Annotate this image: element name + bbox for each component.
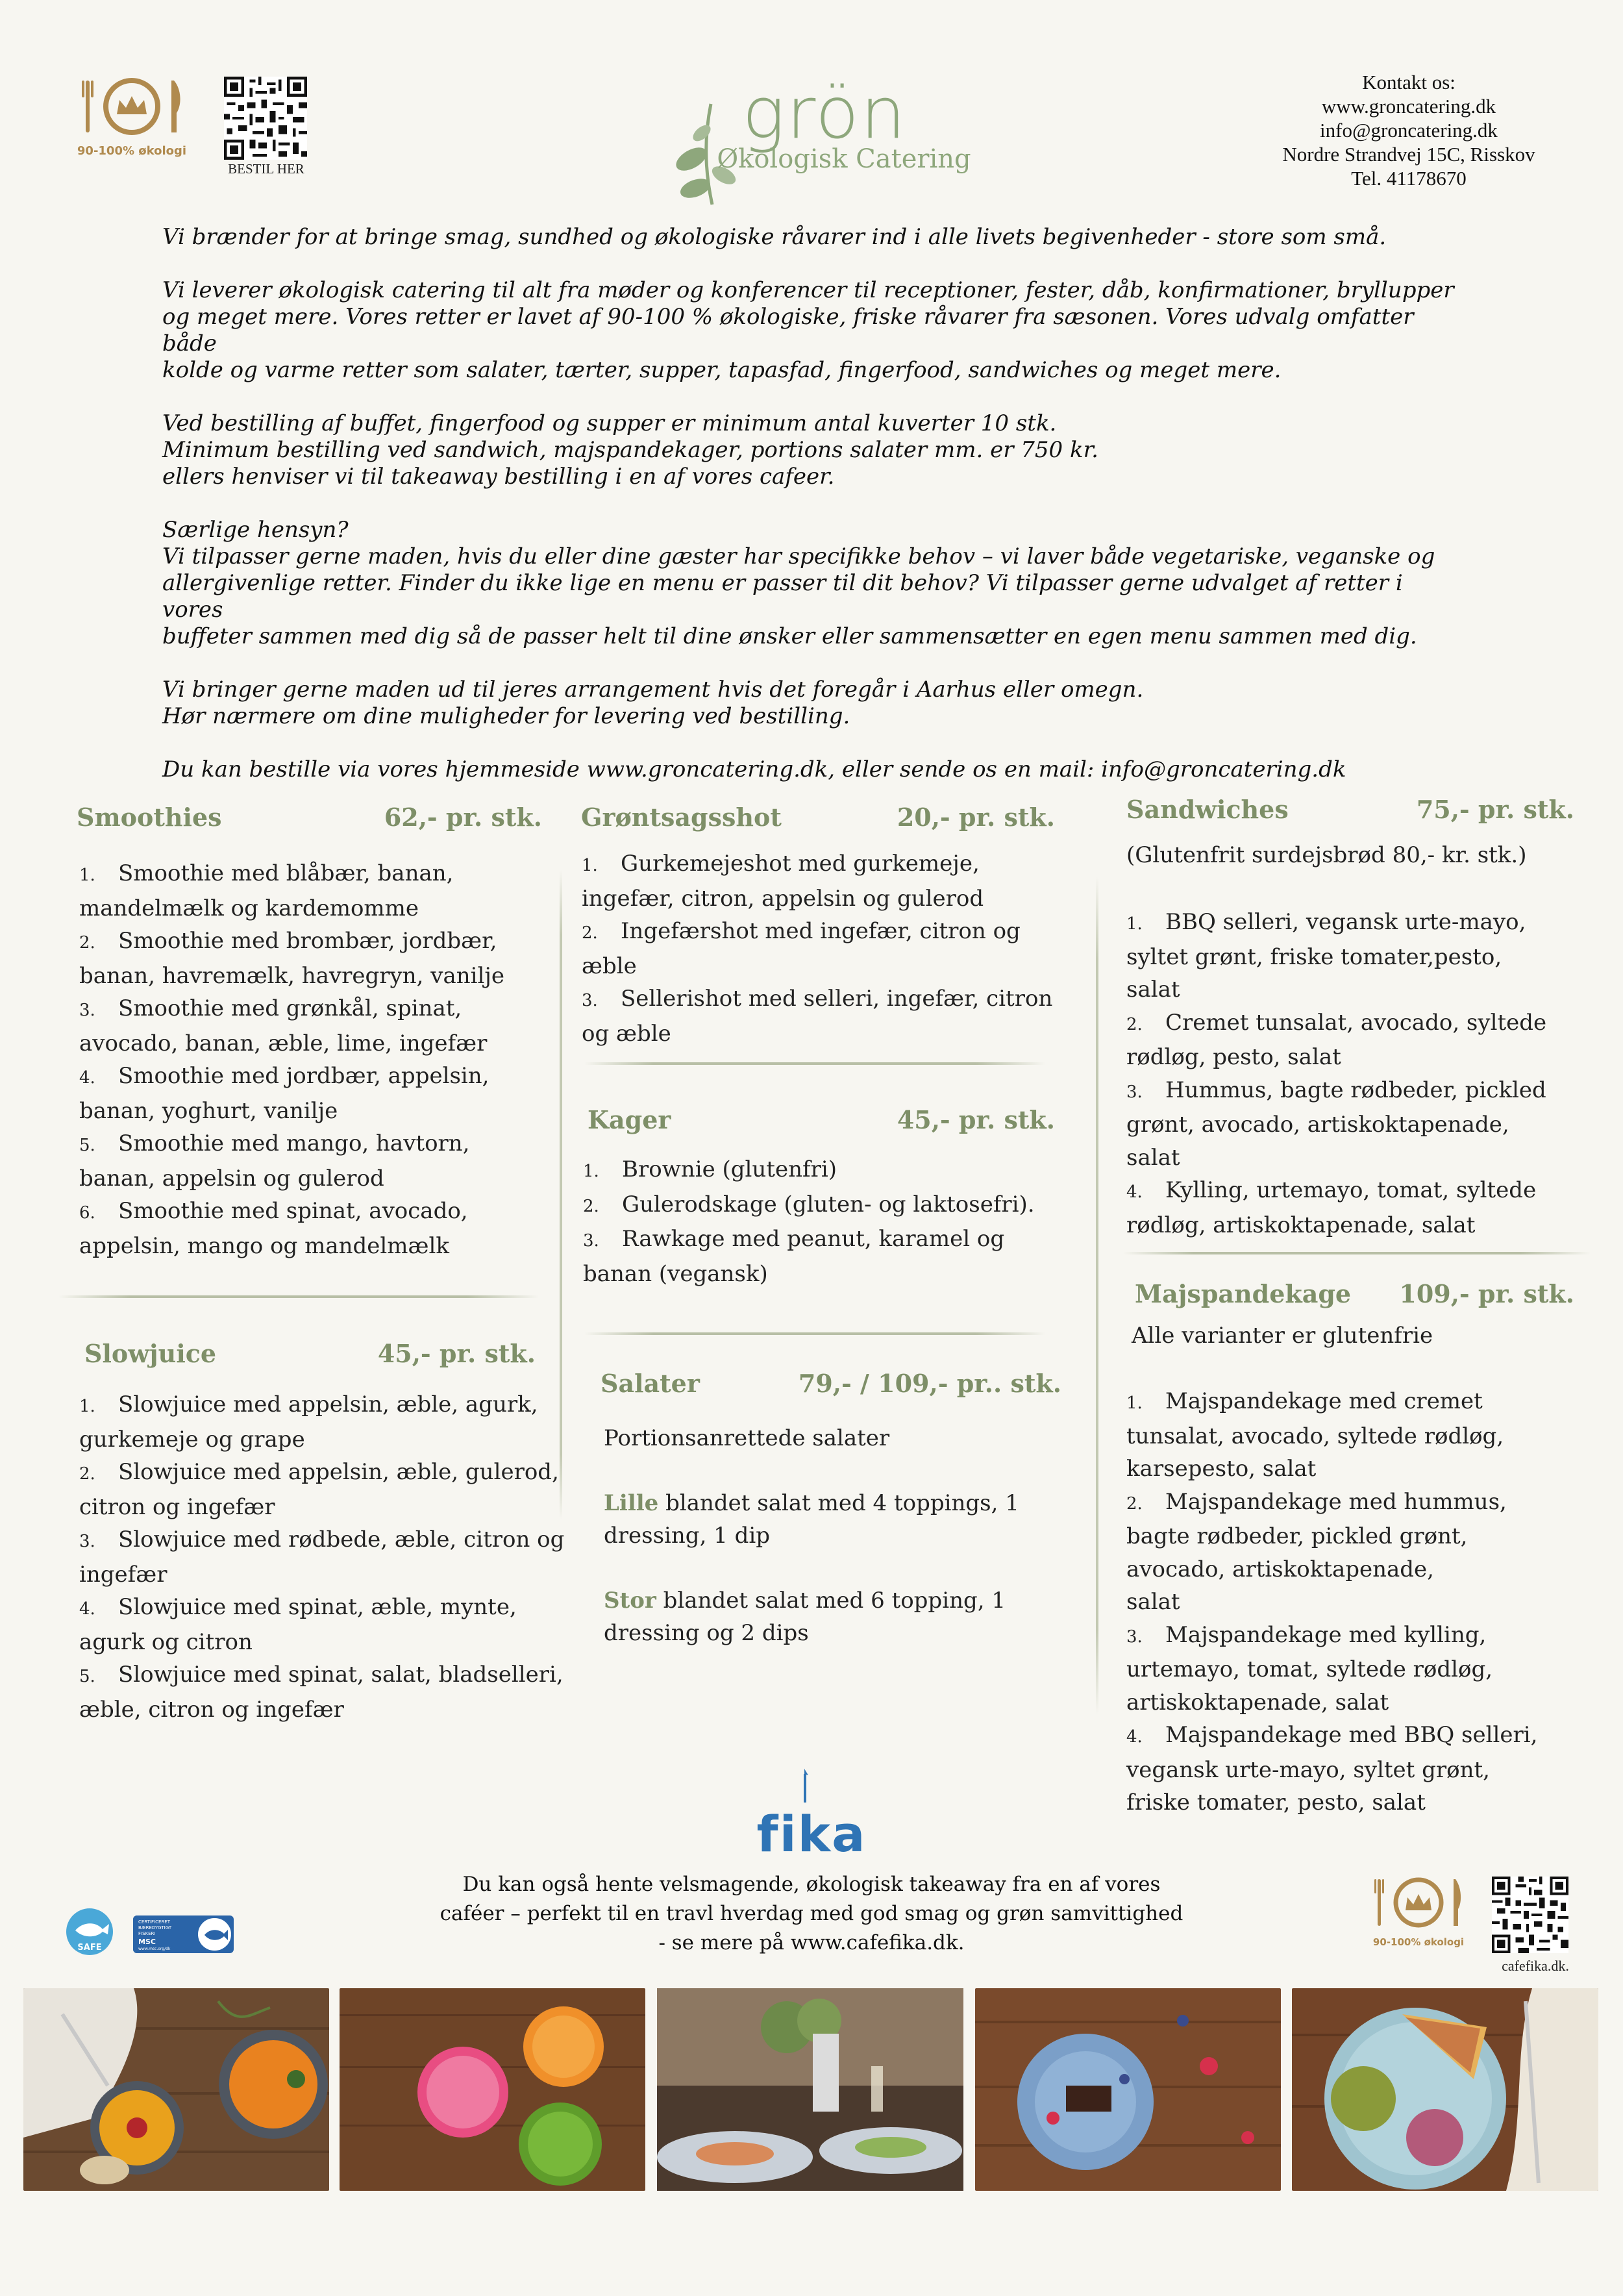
- crown-icon: [1370, 1877, 1467, 1953]
- salater-price: 79,- / 109,- pr.. stk.: [798, 1369, 1061, 1398]
- menu-item-text: Slowjuice med spinat, æble, mynte, agurk og citron: [79, 1594, 517, 1655]
- menu-item: [1126, 1074, 1594, 1175]
- menu-item-number: 4.: [79, 1599, 95, 1619]
- shots-title: Grøntsagsshot: [581, 803, 782, 832]
- intro-paragraph: Vi brænder for at bringe smag, sundhed og økologiske råvarer ind i alle livets begivenheder - store som små.: [162, 224, 1387, 250]
- slowjuice-list: [79, 1388, 573, 1726]
- menu-item: [583, 1188, 1076, 1223]
- majs-note: Alle varianter er glutenfrie: [1132, 1323, 1433, 1349]
- menu-item-text: Majspandekage med kylling, urtemayo, tomat, syltede rødløg, artiskoktapenade, salat: [1126, 1621, 1493, 1716]
- menu-item: [1126, 1174, 1594, 1242]
- divider: [584, 1062, 1045, 1065]
- smoothies-list: [79, 857, 573, 1262]
- shots-price: 20,- pr. stk.: [897, 803, 1055, 832]
- menu-item-number: 3.: [79, 1001, 95, 1020]
- svg-text:FISKERI: FISKERI: [138, 1931, 156, 1936]
- menu-item-number: 1.: [583, 1162, 599, 1181]
- salater-lille: [604, 1487, 1058, 1552]
- menu-item-text: Slowjuice med appelsin, æble, gulerod, citron og ingefær: [79, 1459, 559, 1520]
- sandwiches-list: [1126, 906, 1594, 1242]
- menu-item: [79, 925, 573, 992]
- photo-buffet: [657, 1988, 963, 2191]
- safe-logo: [64, 1906, 116, 1958]
- menu-item-text: Majspandekage med BBQ selleri, vegansk urte-mayo, syltet grønt, friske tomater, pesto, salat: [1126, 1722, 1538, 1816]
- menu-item: [583, 1153, 1076, 1188]
- menu-item-text: Smoothie med grønkål, spinat, avocado, banan, æble, lime, ingefær: [79, 995, 488, 1056]
- menu-item-text: Smoothie med mango, havtorn, banan, appelsin og gulerod: [79, 1130, 470, 1192]
- qr-icon: [1492, 1877, 1568, 1953]
- smoothies-title: Smoothies: [77, 803, 222, 832]
- intro-paragraph: Du kan bestille via vores hjemmeside www.groncatering.dk, eller sende os en mail: info@groncatering.dk: [162, 756, 1346, 782]
- menu-item: [79, 1388, 573, 1456]
- contact-address: Nordre Strandvej 15C, Risskov: [1282, 143, 1535, 166]
- svg-text:www.msc.org/dk: www.msc.org/dk: [138, 1947, 171, 1951]
- menu-item-number: 2.: [583, 1196, 599, 1216]
- menu-item: [79, 1195, 573, 1262]
- divider: [1123, 1252, 1591, 1254]
- menu-item-text: Ingefærshot med ingefær, citron og æble: [582, 918, 1021, 979]
- qr-code-cafefika[interactable]: [1492, 1877, 1568, 1953]
- menu-item: [79, 1127, 573, 1195]
- menu-item-text: Cremet tunsalat, avocado, syltede rødløg, pesto, salat: [1126, 1009, 1547, 1070]
- menu-item-number: 4.: [1126, 1727, 1143, 1747]
- menu-item-number: 2.: [1126, 1014, 1143, 1034]
- menu-item-text: Smoothie med blåbær, banan, mandelmælk og kardemomme: [79, 860, 454, 921]
- menu-item-text: Brownie (glutenfri): [622, 1156, 837, 1182]
- kager-price: 45,- pr. stk.: [897, 1105, 1055, 1134]
- menu-item-number: 1.: [79, 866, 95, 885]
- qr-caption-cafefika: cafefika.dk.: [1502, 1958, 1569, 1974]
- intro-paragraph: Vi leverer økologisk catering til alt fra møder og konferencer til receptioner, fester, dåb, konfirmationer, bryllupper og meget mere. Vores retter er lavet af 90-100 % økologiske, friske råvarer fra sæsonen. Vores udvalg omfatter både kolde og varme retter som salater, tærter, supper, tapasfad, fingerfood, sandwiches og meget mere.: [162, 277, 1454, 383]
- brand-name: grön: [742, 71, 907, 155]
- photo-smoothies: [340, 1988, 645, 2191]
- menu-item-text: Kylling, urtemayo, tomat, syltede rødløg, artiskoktapenade, salat: [1126, 1177, 1537, 1238]
- svg-text:90-100% økologi: 90-100% økologi: [77, 144, 187, 158]
- qr-caption-bestil: BESTIL HER: [228, 161, 304, 177]
- menu-item-text: Majspandekage med cremet tunsalat, avocado, syltede rødløg, karsepesto, salat: [1126, 1388, 1504, 1482]
- menu-item-text: BBQ selleri, vegansk urte-mayo, syltet grønt, friske tomater,pesto, salat: [1126, 909, 1526, 1003]
- svg-text:SAFE: SAFE: [77, 1943, 102, 1953]
- kager-title: Kager: [588, 1105, 671, 1134]
- menu-item-number: 2.: [582, 923, 598, 943]
- salater-stor-label: Stor: [604, 1588, 656, 1614]
- menu-item: [79, 1456, 573, 1523]
- menu-item-number: 5.: [79, 1667, 95, 1686]
- fish-icon: [64, 1906, 116, 1958]
- contact-website[interactable]: www.groncatering.dk: [1321, 95, 1496, 118]
- divider: [1096, 877, 1098, 1714]
- sandwiches-title: Sandwiches: [1126, 795, 1289, 824]
- menu-item: [582, 847, 1075, 915]
- smoothies-price: 62,- pr. stk.: [384, 803, 542, 832]
- menu-item: [79, 1523, 573, 1591]
- divider: [584, 1332, 1045, 1335]
- menu-item-text: Smoothie med jordbær, appelsin, banan, yoghurt, vanilje: [79, 1063, 489, 1124]
- brand-subtitle: Økologisk Catering: [717, 144, 971, 174]
- menu-item-number: 2.: [1126, 1493, 1143, 1514]
- divider: [58, 1295, 539, 1298]
- organic-cert-logo: [1370, 1877, 1467, 1953]
- sandwiches-note: (Glutenfrit surdejsbrød 80,- kr. stk.): [1126, 842, 1527, 868]
- crown-icon: [77, 77, 187, 162]
- menu-item: [1126, 1619, 1594, 1719]
- menu-item-number: 5.: [79, 1136, 95, 1155]
- menu-item-number: 1.: [582, 856, 598, 875]
- menu-item: [79, 857, 573, 925]
- menu-item-number: 4.: [79, 1068, 95, 1088]
- svg-text:MSC: MSC: [138, 1938, 156, 1946]
- majs-title: Majspandekage: [1135, 1279, 1352, 1308]
- menu-item: [1126, 1486, 1594, 1619]
- menu-item-number: 1.: [1126, 914, 1143, 934]
- kager-list: [583, 1153, 1076, 1290]
- menu-item: [79, 1658, 573, 1726]
- fika-logo: fika: [756, 1805, 867, 1863]
- menu-item: [582, 915, 1075, 982]
- photo-soups: [23, 1988, 329, 2191]
- intro-text: [162, 224, 1461, 810]
- menu-item-text: Majspandekage med hummus, bagte rødbeder, pickled grønt, avocado, artiskoktapenade, salat: [1126, 1488, 1507, 1615]
- slowjuice-price: 45,- pr. stk.: [377, 1339, 536, 1368]
- majs-price: 109,- pr. stk.: [1399, 1279, 1574, 1308]
- menu-item-text: Slowjuice med rødbede, æble, citron og ingefær: [79, 1527, 565, 1588]
- menu-item: [79, 992, 573, 1060]
- menu-item-number: 2.: [79, 1464, 95, 1484]
- menu-item: [583, 1223, 1076, 1290]
- qr-code-bestil[interactable]: [224, 77, 307, 160]
- menu-item: [79, 1060, 573, 1127]
- salater-lille-text: blandet salat med 4 toppings, 1 dressing, 1 dip: [604, 1490, 1019, 1549]
- organic-cert-logo: [77, 77, 187, 162]
- menu-item-number: 3.: [582, 991, 598, 1010]
- menu-item-number: 6.: [79, 1203, 95, 1223]
- fika-bird-icon: [795, 1766, 815, 1805]
- slowjuice-title: Slowjuice: [84, 1339, 217, 1368]
- contact-phone[interactable]: Tel. 41178670: [1351, 167, 1467, 190]
- menu-item: [1126, 1719, 1594, 1819]
- menu-item: [1126, 1006, 1594, 1074]
- menu-item-text: Smoothie med brombær, jordbær, banan, havremælk, havregryn, vanilje: [79, 928, 505, 989]
- menu-item-number: 3.: [1126, 1627, 1143, 1647]
- intro-paragraph: Vi bringer gerne maden ud til jeres arrangement hvis det foregår i Aarhus eller omegn. Hør nærmere om dine muligheder for levering ved bestilling.: [162, 677, 1144, 729]
- fika-text: Du kan også hente velsmagende, økologisk takeaway fra en af vores caféer – perfekt til en travl hverdag med god smag og grøn samvittighed - se mere på www.cafefika.dk.: [440, 1873, 1183, 1954]
- menu-item: [582, 982, 1075, 1050]
- contact-heading: Kontakt os:: [1362, 71, 1456, 94]
- photo-dessert: [975, 1988, 1281, 2191]
- menu-item: [1126, 1385, 1594, 1486]
- shots-list: [582, 847, 1075, 1050]
- svg-text:BÆREDYGTIGT: BÆREDYGTIGT: [138, 1925, 172, 1930]
- menu-item-text: Gurkemejeshot med gurkemeje, ingefær, citron, appelsin og gulerod: [582, 851, 984, 912]
- intro-paragraph: Særlige hensyn? Vi tilpasser gerne maden, hvis du eller dine gæster har specifikke behov – vi laver både vegetariske, veganske og allergivenlige retter. Finder du ikke lige en menu er passer til dit behov? Vi tilpasser gerne udvalget af retter i vores buffeter sammen med dig så de passer helt til dine ønsker eller sammensætter en egen menu sammen med dig.: [162, 517, 1435, 649]
- menu-item-text: Hummus, bagte rødbeder, pickled grønt, avocado, artiskoktapenade, salat: [1126, 1077, 1546, 1171]
- qr-icon: [224, 77, 307, 160]
- svg-text:CERTIFICERET: CERTIFICERET: [138, 1919, 170, 1925]
- contact-block: [1220, 70, 1597, 190]
- salater-lille-label: Lille: [604, 1490, 659, 1516]
- menu-item-number: 3.: [583, 1231, 599, 1251]
- sandwiches-price: 75,- pr. stk.: [1416, 795, 1574, 824]
- svg-text:90-100% økologi: 90-100% økologi: [1372, 1936, 1465, 1948]
- intro-paragraph: Ved bestilling af buffet, fingerfood og supper er minimum antal kuverter 10 stk. Minimum bestilling ved sandwich, majspandekager, portions salater mm. er 750 kr. ellers henviser vi til takeaway bestilling i en af vores cafeer.: [162, 410, 1098, 490]
- menu-item-number: 2.: [79, 933, 95, 953]
- msc-logo: [133, 1915, 234, 1953]
- salater-note: Portionsanrettede salater: [604, 1425, 890, 1451]
- menu-item: [79, 1591, 573, 1658]
- divider: [560, 870, 562, 1519]
- contact-email[interactable]: info@groncatering.dk: [1320, 119, 1498, 142]
- menu-item-text: Smoothie med spinat, avocado, appelsin, mango og mandelmælk: [79, 1198, 468, 1259]
- menu-item-number: 4.: [1126, 1182, 1143, 1202]
- menu-item-number: 3.: [1126, 1082, 1143, 1102]
- salater-stor-text: blandet salat med 6 topping, 1 dressing og 2 dips: [604, 1588, 1006, 1646]
- menu-item-text: Slowjuice med appelsin, æble, agurk, gurkemeje og grape: [79, 1391, 538, 1453]
- menu-item-text: Slowjuice med spinat, salat, bladselleri, æble, citron og ingefær: [79, 1662, 564, 1723]
- menu-item-number: 3.: [79, 1532, 95, 1551]
- menu-item-text: Gulerodskage (gluten- og laktosefri).: [622, 1191, 1035, 1217]
- salater-title: Salater: [601, 1369, 700, 1398]
- majs-list: [1126, 1385, 1594, 1819]
- menu-item-number: 1.: [1126, 1393, 1143, 1413]
- salater-stor: [604, 1584, 1058, 1649]
- photo-plate: [1292, 1988, 1598, 2191]
- menu-item: [1126, 906, 1594, 1006]
- menu-item-text: Sellerishot med selleri, ingefær, citron og æble: [582, 986, 1053, 1047]
- menu-item-number: 1.: [79, 1397, 95, 1416]
- menu-item-text: Rawkage med peanut, karamel og banan (vegansk): [583, 1226, 1005, 1287]
